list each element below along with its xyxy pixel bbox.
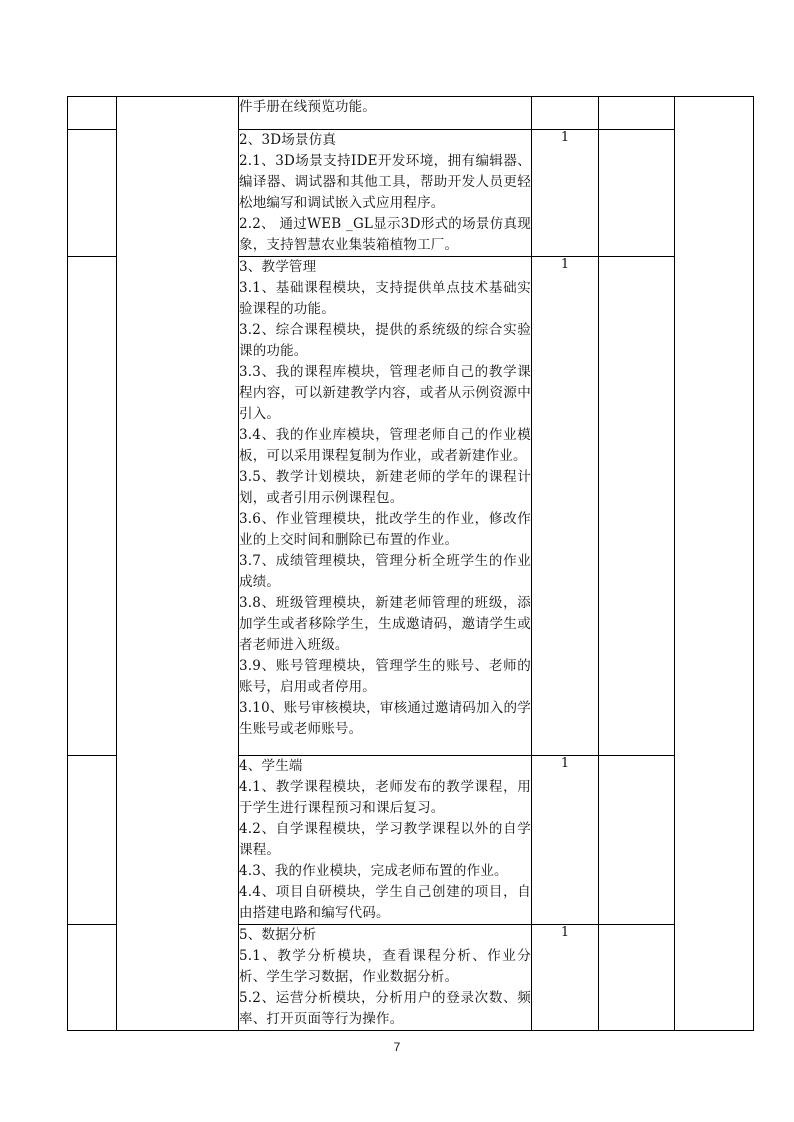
empty-cell <box>599 257 675 756</box>
content-line: 4.4、项目自研模块，学生自己创建的项目，自由搭建电路和编写代码。 <box>239 884 531 921</box>
quantity-cell: 1 <box>532 925 599 1031</box>
index-cell <box>68 97 117 130</box>
content-line: 2.1、3D场景支持IDE开发环境，拥有编辑器、编译器、调试器和其他工具，帮助开发人员更轻松地编写和调试嵌入式应用程序。 <box>239 153 531 211</box>
content-line: 4.1、教学课程模块，老师发布的教学课程，用于学生进行课程预习和课后复习。 <box>239 779 531 816</box>
content-line: 5、数据分析 <box>239 927 317 943</box>
content-line: 5.1、教学分析模块，查看课程分析、作业分析、学生学习数据，作业数据分析。 <box>239 948 531 985</box>
content-cell <box>239 130 532 257</box>
content-line: 3.7、成绩管理模块，管理分析全班学生的作业成绩。 <box>239 553 531 590</box>
content-line: 4.3、我的作业模块，完成老师布置的作业。 <box>239 863 508 879</box>
content-line: 3.10、账号审核模块，审核通过邀请码加入的学生账号或老师账号。 <box>239 700 531 737</box>
content-line: 3.5、教学计划模块，新建老师的学年的课程计划，或者引用示例课程包。 <box>239 469 531 506</box>
empty-cell <box>599 756 675 925</box>
index-cell <box>68 130 117 257</box>
content-line: 3.4、我的作业库模块，管理老师自己的作业模板，可以采用课程复制为作业，或者新建作业。 <box>239 427 531 464</box>
quantity-cell: 1 <box>532 756 599 925</box>
content-cell <box>239 925 532 1031</box>
empty-cell <box>599 925 675 1031</box>
empty-cell <box>599 97 675 130</box>
page-number: 7 <box>393 1040 401 1054</box>
empty-cell <box>599 130 675 257</box>
content-line: 3.1、基础课程模块，支持提供单点技术基础实验课程的功能。 <box>239 280 531 317</box>
content-line: 5.2、运营分析模块，分析用户的登录次数、频率、打开页面等行为操作。 <box>239 990 531 1027</box>
table-row <box>68 97 754 130</box>
content-cell <box>239 257 532 756</box>
index-cell <box>68 756 117 925</box>
spec-table <box>67 96 754 1031</box>
quantity-cell: 1 <box>532 257 599 756</box>
content-line: 3.3、我的课程库模块，管理老师自己的教学课程内容，可以新建教学内容，或者从示例资源中引入。 <box>239 364 531 422</box>
content-line: 2.2、 通过WEB _GL显示3D形式的场景仿真现象，支持智慧农业集装箱植物工厂。 <box>239 216 531 253</box>
remarks-cell <box>675 97 754 1031</box>
content-line: 2、3D场景仿真 <box>239 132 337 148</box>
content-line: 件手册在线预览功能。 <box>239 99 376 115</box>
index-cell <box>68 925 117 1031</box>
index-cell <box>68 257 117 756</box>
quantity-cell <box>532 97 599 130</box>
content-cell <box>239 756 532 925</box>
content-line: 3.8、班级管理模块，新建老师管理的班级，添加学生或者移除学生，生成邀请码，邀请学生或者老师进入班级。 <box>239 595 531 653</box>
category-cell <box>117 97 239 1031</box>
content-line: 3.9、账号管理模块，管理学生的账号、老师的账号，启用或者停用。 <box>239 658 531 695</box>
content-line: 3、教学管理 <box>239 259 317 275</box>
content-cell <box>239 97 532 130</box>
content-line: 4.2、自学课程模块，学习教学课程以外的自学课程。 <box>239 821 531 858</box>
content-line: 4、学生端 <box>239 758 303 774</box>
quantity-cell: 1 <box>532 130 599 257</box>
content-line: 3.2、综合课程模块，提供的系统级的综合实验课的功能。 <box>239 322 531 359</box>
content-line: 3.6、作业管理模块，批改学生的作业，修改作业的上交时间和删除已布置的作业。 <box>239 511 531 548</box>
